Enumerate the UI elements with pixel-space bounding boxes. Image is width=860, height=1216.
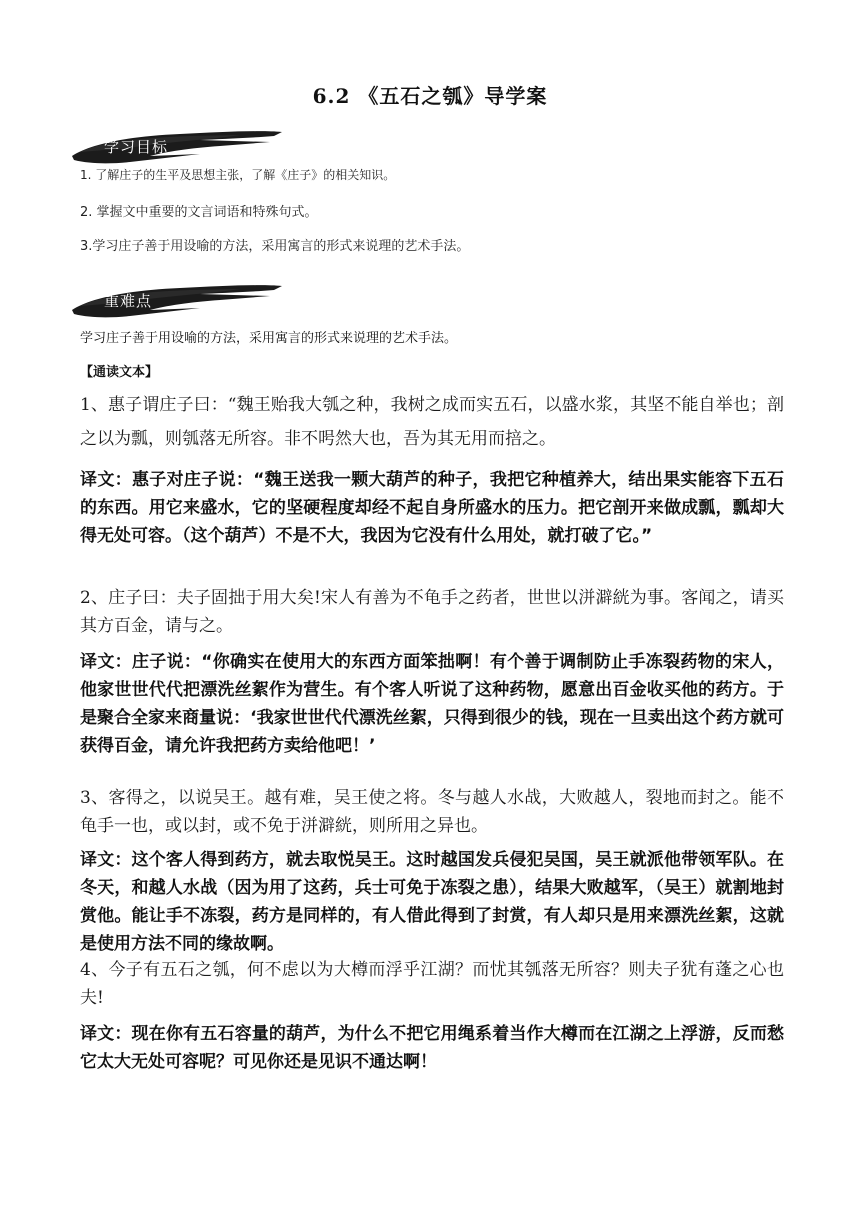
passage-translation-3: 译文：这个客人得到药方，就去取悦吴王。这时越国发兵侵犯吴国，吴王就派他带领军队。在冬天，和越人水战（因为用了这药，兵士可免于冻裂之患），结果大败越军，（吴王）就割地封赏他。能让手不冻裂，药方是同样的，有人借此得到了封赏，有人却只是用来漂洗丝絮，这就是使用方法不同的缘故啊。 [80,850,784,954]
goal-item-1: 1. 了解庄子的生平及思想主张，了解《庄子》的相关知识。 [80,168,396,182]
passage-original-2: 2、庄子曰：夫子固拙于用大矣!宋人有善为不龟手之药者，世世以洴澼絖为事。客闻之，请买其方百金，请与之。 [80,588,784,636]
goal-item-2: 2. 掌握文中重要的文言词语和特殊句式。 [80,205,318,220]
difficulty-text: 学习庄子善于用设喻的方法，采用寓言的形式来说理的艺术手法。 [80,331,458,346]
difficulties-header-label: 重难点 [104,292,153,310]
brush-stroke-icon [70,280,290,324]
difficulties-section-header [70,280,290,324]
page-title: 6.2 《五石之瓠》导学案 [312,84,548,108]
goals-section-header [70,126,290,170]
reading-section-tag: 【通读文本】 [80,365,159,380]
passage-original-4: 4、今子有五石之瓠，何不虑以为大樽而浮乎江湖？而忧其瓠落无所容？则夫子犹有蓬之心也夫! [80,960,784,1008]
passage-translation-4: 译文：现在你有五石容量的葫芦，为什么不把它用绳系着当作大樽而在江湖之上浮游，反而愁它太大无处可容呢？可见你还是见识不通达啊！ [80,1024,784,1072]
goal-item-3: 3.学习庄子善于用设喻的方法，采用寓言的形式来说理的艺术手法。 [80,239,470,254]
passage-original-3: 3、客得之，以说吴王。越有难，吴王使之将。冬与越人水战，大败越人，裂地而封之。能不龟手一也，或以封，或不免于洴澼絖，则所用之异也。 [80,788,784,836]
passage-translation-2: 译文：庄子说：“你确实在使用大的东西方面笨拙啊！有个善于调制防止手冻裂药物的宋人，他家世世代代把漂洗丝絮作为营生。有个客人听说了这种药物，愿意出百金收买他的药方。于是聚合全家来商量说：‘我家世世代代漂洗丝絮，只得到很少的钱，现在一旦卖出这个药方就可获得百金，请允许我把药方卖给他吧！’ [80,652,784,756]
brush-stroke-icon [70,126,290,170]
passage-translation-1: 译文：惠子对庄子说：“魏王送我一颗大葫芦的种子，我把它种植养大，结出果实能容下五石的东西。用它来盛水，它的坚硬程度却经不起自身所盛水的压力。把它剖开来做成瓢，瓢却大得无处可容。（这个葫芦）不是不大，我因为它没有什么用处，就打破了它。” [80,470,784,546]
passage-original-1: 1、惠子谓庄子曰：“魏王贻我大瓠之种，我树之成而实五石，以盛水浆，其坚不能自举也；剖之以为瓢，则瓠落无所容。非不呺然大也，吾为其无用而掊之。 [80,395,784,449]
goals-header-label: 学习目标 [104,138,169,156]
